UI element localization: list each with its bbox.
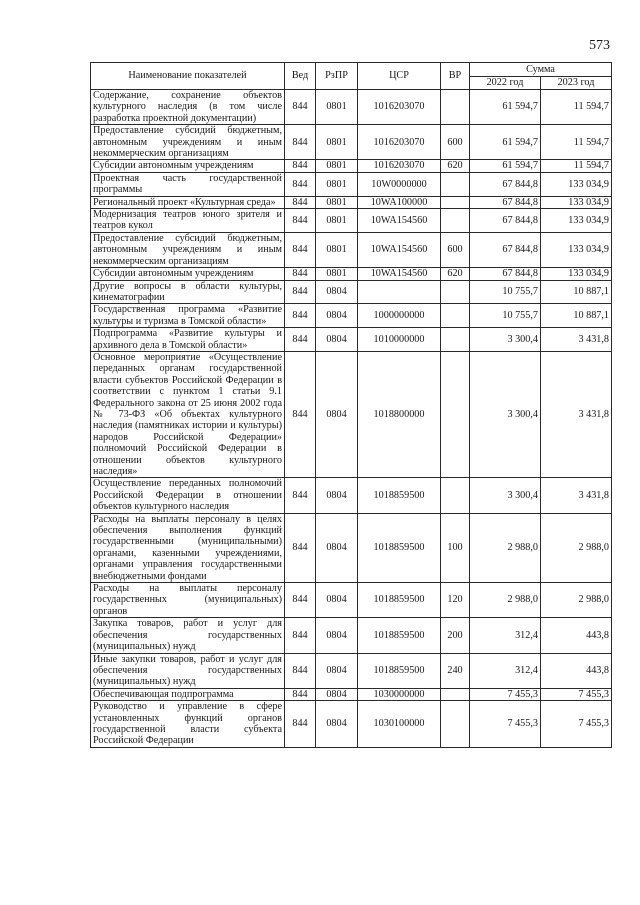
cell-rzpr: 0804	[316, 618, 358, 653]
cell-sum-2023: 7 455,3	[541, 688, 612, 700]
header-csr: ЦСР	[358, 63, 441, 90]
cell-sum-2023: 11 594,7	[541, 125, 612, 160]
cell-vr: 620	[441, 160, 470, 172]
cell-sum-2023: 3 431,8	[541, 351, 612, 477]
cell-csr: 10WA154560	[358, 268, 441, 280]
cell-sum-2023: 3 431,8	[541, 328, 612, 352]
cell-sum-2022: 67 844,8	[470, 268, 541, 280]
cell-name: Региональный проект «Культурная среда»	[91, 196, 285, 208]
cell-ved: 844	[285, 351, 316, 477]
header-year-2022: 2022 год	[470, 76, 541, 90]
cell-rzpr: 0801	[316, 160, 358, 172]
table-row	[91, 688, 612, 700]
cell-ved: 844	[285, 160, 316, 172]
cell-rzpr: 0801	[316, 172, 358, 196]
cell-rzpr: 0804	[316, 280, 358, 304]
table-row	[91, 90, 612, 125]
cell-csr: 10WA100000	[358, 196, 441, 208]
cell-rzpr: 0804	[316, 653, 358, 688]
cell-vr: 200	[441, 618, 470, 653]
cell-name: Иные закупки товаров, работ и услуг для обеспечения государственных (муниципальных) нужд	[91, 653, 285, 688]
cell-csr: 1016203070	[358, 125, 441, 160]
cell-sum-2022: 67 844,8	[470, 196, 541, 208]
cell-name: Содержание, сохранение объектов культурного наследия (в том числе разработка проектной документации)	[91, 90, 285, 125]
cell-name: Другие вопросы в области культуры, кинематографии	[91, 280, 285, 304]
cell-sum-2023: 2 988,0	[541, 583, 612, 618]
cell-csr: 1018859500	[358, 618, 441, 653]
table-row	[91, 125, 612, 160]
cell-vr	[441, 196, 470, 208]
cell-ved: 844	[285, 583, 316, 618]
cell-sum-2022: 10 755,7	[470, 280, 541, 304]
cell-sum-2023: 11 594,7	[541, 160, 612, 172]
cell-name: Государственная программа «Развитие культуры и туризма в Томской области»	[91, 304, 285, 328]
cell-csr: 1016203070	[358, 90, 441, 125]
cell-sum-2023: 133 034,9	[541, 172, 612, 196]
header-sum: Сумма	[470, 63, 612, 77]
table-row	[91, 653, 612, 688]
table-body	[91, 90, 612, 748]
cell-ved: 844	[285, 478, 316, 513]
cell-name: Субсидии автономным учреждениям	[91, 160, 285, 172]
cell-vr	[441, 209, 470, 233]
cell-vr: 600	[441, 125, 470, 160]
header-name: Наименование показателей	[91, 63, 285, 90]
cell-csr: 10W0000000	[358, 172, 441, 196]
cell-sum-2022: 2 988,0	[470, 513, 541, 582]
cell-ved: 844	[285, 196, 316, 208]
cell-vr: 100	[441, 513, 470, 582]
cell-csr: 1000000000	[358, 304, 441, 328]
cell-csr: 1018859500	[358, 478, 441, 513]
cell-sum-2022: 10 755,7	[470, 304, 541, 328]
table-row	[91, 351, 612, 477]
cell-rzpr: 0801	[316, 90, 358, 125]
page-number: 573	[589, 38, 610, 53]
cell-name: Субсидии автономным учреждениям	[91, 268, 285, 280]
cell-ved: 844	[285, 328, 316, 352]
cell-ved: 844	[285, 209, 316, 233]
cell-sum-2022: 67 844,8	[470, 209, 541, 233]
cell-sum-2023: 133 034,9	[541, 196, 612, 208]
cell-sum-2022: 312,4	[470, 653, 541, 688]
cell-sum-2023: 10 887,1	[541, 280, 612, 304]
cell-vr	[441, 280, 470, 304]
cell-sum-2022: 7 455,3	[470, 688, 541, 700]
cell-name: Расходы на выплаты персоналу в целях обеспечения выполнения функций государственными (муниципальными) органами, казенными учреждениями, органами управления государственными внебюджетными фондами	[91, 513, 285, 582]
cell-ved: 844	[285, 513, 316, 582]
cell-name: Расходы на выплаты персоналу государственных (муниципальных) органов	[91, 583, 285, 618]
cell-rzpr: 0804	[316, 688, 358, 700]
table-row	[91, 583, 612, 618]
table-row	[91, 478, 612, 513]
header-vr: ВР	[441, 63, 470, 90]
cell-vr	[441, 304, 470, 328]
cell-ved: 844	[285, 618, 316, 653]
table-row	[91, 304, 612, 328]
cell-rzpr: 0804	[316, 478, 358, 513]
header-ved: Вед	[285, 63, 316, 90]
cell-csr: 1010000000	[358, 328, 441, 352]
header-rzpr: РзПР	[316, 63, 358, 90]
cell-ved: 844	[285, 688, 316, 700]
cell-vr	[441, 328, 470, 352]
table-row	[91, 209, 612, 233]
cell-name: Руководство и управление в сфере установленных функций органов государственной власти субъекта Российской Федерации	[91, 701, 285, 748]
cell-sum-2023: 443,8	[541, 653, 612, 688]
cell-ved: 844	[285, 90, 316, 125]
cell-ved: 844	[285, 701, 316, 748]
cell-sum-2023: 133 034,9	[541, 232, 612, 267]
cell-csr	[358, 280, 441, 304]
cell-sum-2022: 67 844,8	[470, 232, 541, 267]
cell-sum-2022: 61 594,7	[470, 160, 541, 172]
cell-sum-2022: 3 300,4	[470, 328, 541, 352]
cell-name: Проектная часть государственной программы	[91, 172, 285, 196]
cell-csr: 1030000000	[358, 688, 441, 700]
cell-sum-2022: 312,4	[470, 618, 541, 653]
cell-csr: 1030100000	[358, 701, 441, 748]
cell-name: Основное мероприятие «Осуществление переданных органам государственной власти субъектов Российской Федерации в соответствии с пунктом 1 статьи 9.1 Федерального закона от 25 июня 2002 года № 73-ФЗ «Об объектах культурного наследия (памятниках истории и культуры) народов Российской Федерации» полномочий Российской Федерации в отношении объектов культурного наследия»	[91, 351, 285, 477]
cell-sum-2022: 61 594,7	[470, 90, 541, 125]
cell-name: Осуществление переданных полномочий Российской Федерации в отношении объектов культурного наследия	[91, 478, 285, 513]
cell-sum-2023: 3 431,8	[541, 478, 612, 513]
cell-rzpr: 0804	[316, 328, 358, 352]
cell-ved: 844	[285, 125, 316, 160]
cell-vr	[441, 701, 470, 748]
table-row	[91, 172, 612, 196]
cell-vr	[441, 90, 470, 125]
cell-rzpr: 0804	[316, 513, 358, 582]
cell-rzpr: 0804	[316, 701, 358, 748]
cell-csr: 1018859500	[358, 653, 441, 688]
cell-ved: 844	[285, 232, 316, 267]
cell-name: Обеспечивающая подпрограмма	[91, 688, 285, 700]
cell-sum-2022: 2 988,0	[470, 583, 541, 618]
cell-ved: 844	[285, 268, 316, 280]
cell-rzpr: 0801	[316, 196, 358, 208]
cell-sum-2022: 7 455,3	[470, 701, 541, 748]
cell-sum-2023: 10 887,1	[541, 304, 612, 328]
cell-ved: 844	[285, 304, 316, 328]
table-row	[91, 328, 612, 352]
cell-csr: 10WA154560	[358, 232, 441, 267]
cell-csr: 1018859500	[358, 583, 441, 618]
cell-name: Предоставление субсидий бюджетным, автономным учреждениям и иным некоммерческим организациям	[91, 232, 285, 267]
cell-name: Предоставление субсидий бюджетным, автономным учреждениям и иным некоммерческим организациям	[91, 125, 285, 160]
budget-table	[90, 62, 612, 748]
cell-sum-2022: 3 300,4	[470, 478, 541, 513]
cell-name: Подпрограмма «Развитие культуры и архивного дела в Томской области»	[91, 328, 285, 352]
cell-vr: 120	[441, 583, 470, 618]
cell-sum-2022: 67 844,8	[470, 172, 541, 196]
cell-csr: 1018859500	[358, 513, 441, 582]
table-row	[91, 513, 612, 582]
cell-vr	[441, 688, 470, 700]
header-year-2023: 2023 год	[541, 76, 612, 90]
cell-csr: 1016203070	[358, 160, 441, 172]
cell-sum-2023: 133 034,9	[541, 209, 612, 233]
cell-name: Модернизация театров юного зрителя и театров кукол	[91, 209, 285, 233]
cell-sum-2023: 7 455,3	[541, 701, 612, 748]
cell-rzpr: 0804	[316, 304, 358, 328]
cell-ved: 844	[285, 172, 316, 196]
cell-sum-2023: 443,8	[541, 618, 612, 653]
table-row	[91, 160, 612, 172]
cell-ved: 844	[285, 280, 316, 304]
cell-rzpr: 0801	[316, 125, 358, 160]
cell-sum-2022: 61 594,7	[470, 125, 541, 160]
cell-rzpr: 0801	[316, 232, 358, 267]
cell-ved: 844	[285, 653, 316, 688]
cell-vr: 600	[441, 232, 470, 267]
cell-sum-2023: 2 988,0	[541, 513, 612, 582]
cell-sum-2022: 3 300,4	[470, 351, 541, 477]
cell-sum-2023: 133 034,9	[541, 268, 612, 280]
cell-vr: 620	[441, 268, 470, 280]
cell-rzpr: 0804	[316, 583, 358, 618]
table-row	[91, 618, 612, 653]
cell-sum-2023: 11 594,7	[541, 90, 612, 125]
cell-csr: 10WA154560	[358, 209, 441, 233]
cell-rzpr: 0804	[316, 351, 358, 477]
table-row	[91, 232, 612, 267]
table-row	[91, 268, 612, 280]
table-row	[91, 701, 612, 748]
cell-vr	[441, 351, 470, 477]
cell-rzpr: 0801	[316, 209, 358, 233]
table-header	[91, 63, 612, 90]
cell-name: Закупка товаров, работ и услуг для обеспечения государственных (муниципальных) нужд	[91, 618, 285, 653]
cell-csr: 1018800000	[358, 351, 441, 477]
table-row	[91, 280, 612, 304]
table-row	[91, 196, 612, 208]
cell-rzpr: 0801	[316, 268, 358, 280]
cell-vr: 240	[441, 653, 470, 688]
cell-vr	[441, 478, 470, 513]
cell-vr	[441, 172, 470, 196]
